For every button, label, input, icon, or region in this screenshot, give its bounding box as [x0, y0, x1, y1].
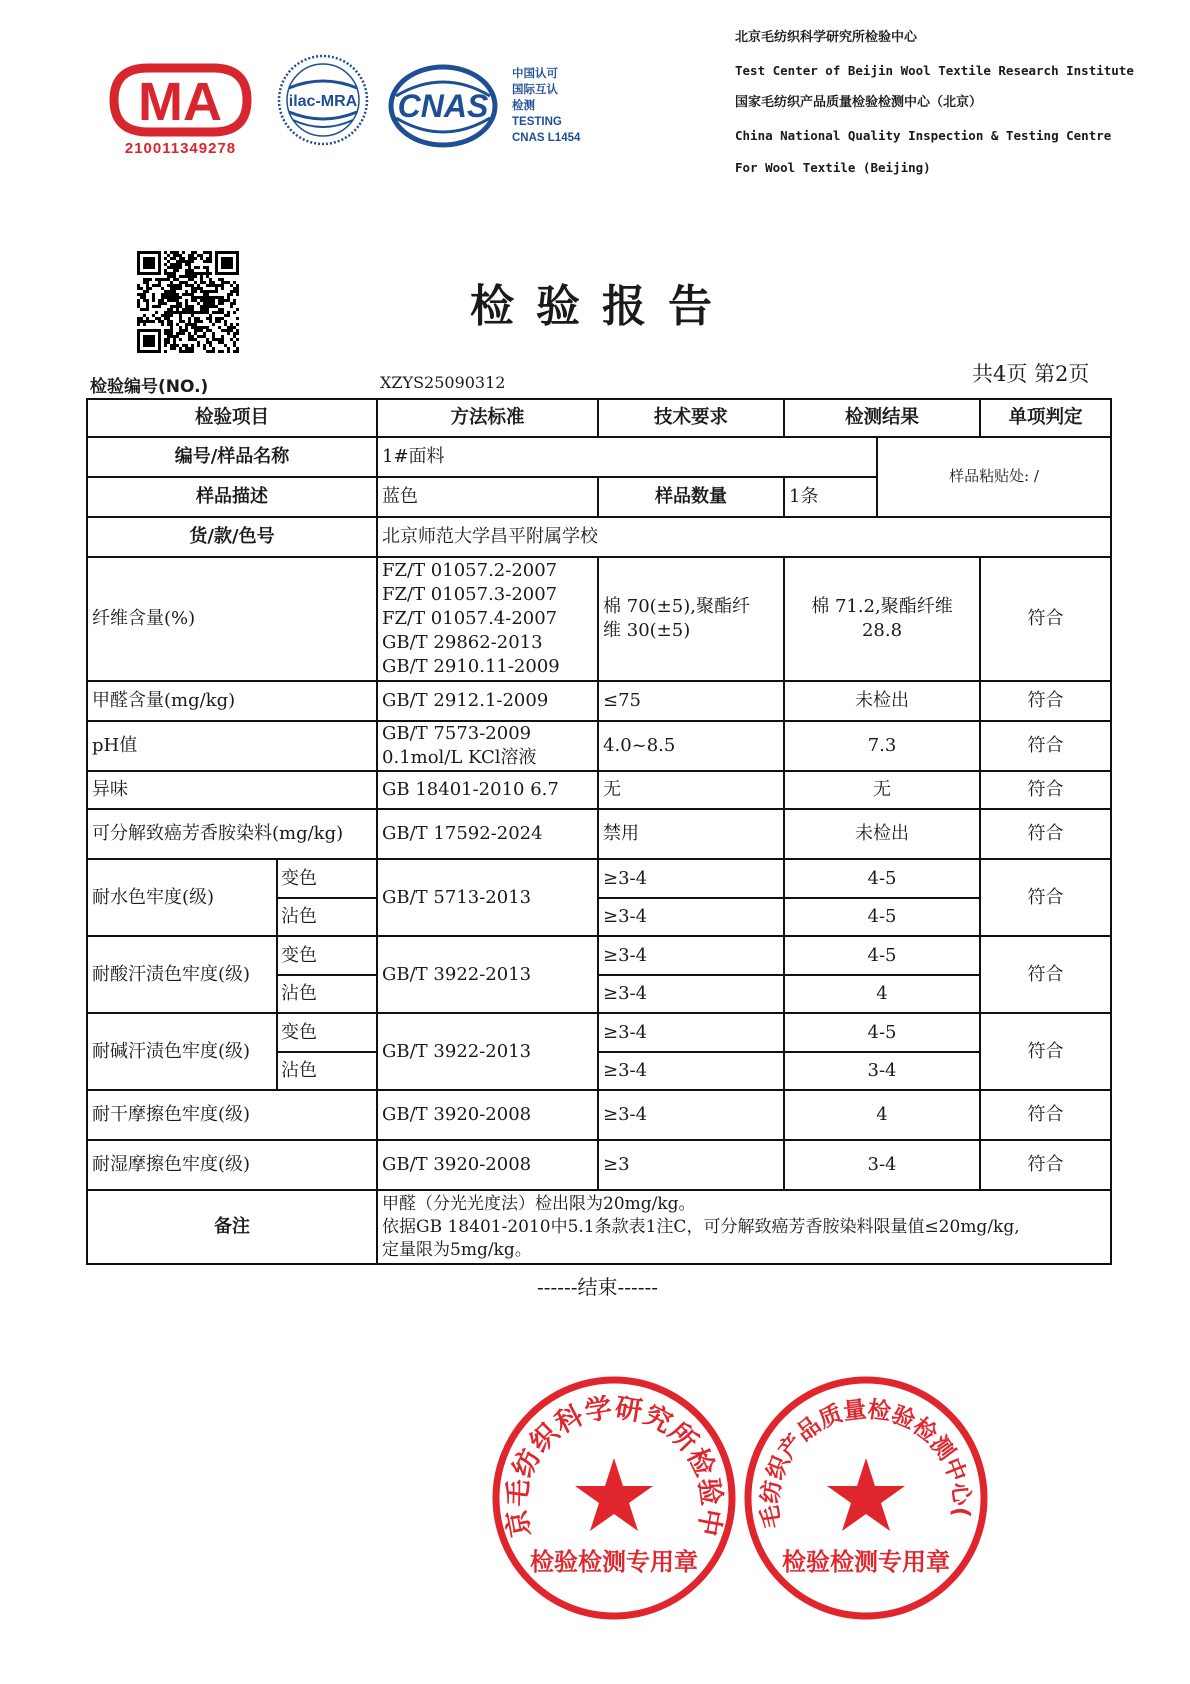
table-row [87, 936, 1111, 975]
cnas-caption [512, 66, 608, 146]
table-row [87, 1090, 1111, 1140]
table-row [87, 771, 1111, 809]
water-sub1: 变色 [277, 859, 377, 898]
table-row [87, 681, 1111, 721]
dry-rub-method: GB/T 3920-2008 [377, 1090, 598, 1140]
remark-line: 定量限为5mg/kg。 [382, 1239, 532, 1260]
inspection-seal-1 [490, 1374, 738, 1622]
fiber-method: GB/T 2910.11-2009 [382, 656, 560, 677]
acid-method: GB/T 3922-2013 [377, 936, 598, 1013]
acid-judgement: 符合 [980, 936, 1111, 1013]
end-marker: ------结束------ [536, 1275, 659, 1299]
institute-name-cn: 北京毛纺织科学研究所检验中心 [735, 30, 918, 45]
alkali-req1: ≥3-4 [598, 1013, 784, 1052]
ph-judgement: 符合 [980, 721, 1111, 771]
remark-label: 备注 [87, 1190, 377, 1264]
table-row [87, 721, 1111, 771]
amine-item: 可分解致癌芳香胺染料(mg/kg) [87, 809, 377, 859]
formaldehyde-method: GB/T 2912.1-2009 [377, 681, 598, 721]
ph-item: pH值 [87, 721, 377, 771]
report-number-label: 检验编号(NO.) [90, 377, 209, 397]
alkali-sub2: 沾色 [277, 1052, 377, 1090]
wet-rub-method: GB/T 3920-2008 [377, 1140, 598, 1190]
water-req2: ≥3-4 [598, 898, 784, 936]
fiber-requirement-line: 棉 70(±5),聚酯纤 [603, 596, 750, 617]
fiber-result-line: 28.8 [861, 620, 903, 641]
water-sub2: 沾色 [277, 898, 377, 936]
fiber-item: 纤维含量(%) [87, 557, 377, 681]
centre-name-en: China National Quality Inspection & Testing Centre [735, 127, 1112, 143]
water-res2: 4-5 [784, 898, 980, 936]
cma-logo [108, 60, 253, 160]
ph-method-line: GB/T 7573-2009 [382, 723, 532, 744]
acid-req1: ≥3-4 [598, 936, 784, 975]
alkali-item: 耐碱汗渍色牢度(级) [87, 1013, 277, 1090]
odor-result: 无 [784, 771, 980, 809]
star-icon [827, 1458, 905, 1531]
sample-qty-label: 样品数量 [598, 477, 784, 517]
ph-method [377, 721, 598, 771]
table-row [87, 809, 1111, 859]
fiber-requirement-line: 维 30(±5) [603, 620, 691, 641]
table-row [87, 557, 1111, 681]
acid-item: 耐酸汗渍色牢度(级) [87, 936, 277, 1013]
dry-rub-item: 耐干摩擦色牢度(级) [87, 1090, 377, 1140]
sample-desc-label: 样品描述 [87, 477, 377, 517]
amine-judgement: 符合 [980, 809, 1111, 859]
header-result: 检测结果 [784, 399, 980, 437]
header-judgement: 单项判定 [980, 399, 1111, 437]
formaldehyde-item: 甲醛含量(mg/kg) [87, 681, 377, 721]
centre-name-en-2: For Wool Textile (Beijing) [735, 160, 931, 175]
fiber-requirement [598, 557, 784, 681]
centre-name-cn: 国家毛纺织产品质量检验检测中心（北京） [735, 95, 983, 110]
header-requirement: 技术要求 [598, 399, 784, 437]
sample-qty-value: 1条 [784, 477, 877, 517]
alkali-sub1: 变色 [277, 1013, 377, 1052]
odor-requirement: 无 [598, 771, 784, 809]
goods-value: 北京师范大学昌平附属学校 [377, 517, 1111, 557]
water-judgement: 符合 [980, 859, 1111, 936]
water-item: 耐水色牢度(级) [87, 859, 277, 936]
table-row [87, 517, 1111, 557]
odor-method: GB 18401-2010 6.7 [377, 771, 598, 809]
acid-sub1: 变色 [277, 936, 377, 975]
seal1-ring-text: 京毛纺织科学研究所检验中 [501, 1392, 727, 1540]
goods-label: 货/款/色号 [87, 517, 377, 557]
inspection-table [86, 398, 1112, 1265]
seal1-bottom-text: 检验检测专用章 [530, 1548, 698, 1576]
wet-rub-item: 耐湿摩擦色牢度(级) [87, 1140, 377, 1190]
fiber-judgement: 符合 [980, 557, 1111, 681]
report-number: XZYS25090312 [380, 373, 506, 392]
formaldehyde-judgement: 符合 [980, 681, 1111, 721]
cnas-caption-line: CNAS L1454 [512, 132, 581, 144]
inspection-seal-2 [742, 1374, 990, 1622]
amine-requirement: 禁用 [598, 809, 784, 859]
acid-res2: 4 [784, 975, 980, 1013]
acid-req2: ≥3-4 [598, 975, 784, 1013]
seal2-bottom-text: 检验检测专用章 [782, 1548, 950, 1576]
alkali-res2: 3-4 [784, 1052, 980, 1090]
sample-id-value: 1#面料 [377, 437, 877, 477]
ilac-mra-logo [275, 52, 371, 148]
wet-rub-result: 3-4 [784, 1140, 980, 1190]
cma-number: 210011349278 [124, 140, 237, 157]
seal2-ring-text: 毛纺织产品质量检验检测中心( [757, 1396, 975, 1530]
table-row [87, 1190, 1111, 1264]
wet-rub-requirement: ≥3 [598, 1140, 784, 1190]
cnas-caption-line: TESTING [512, 116, 562, 128]
page-info: 共4页 第2页 [972, 362, 1090, 386]
table-row [87, 437, 1111, 477]
cnas-caption-line: 检测 [512, 100, 535, 112]
fiber-method: GB/T 29862-2013 [382, 632, 543, 653]
remark-line: 依据GB 18401-2010中5.1条款表1注C，可分解致癌芳香胺染料限量值≤20mg/kg, [382, 1216, 1020, 1237]
report-title: 检验报告 [470, 281, 734, 332]
table-row [87, 1013, 1111, 1052]
cnas-caption-line: 国际互认 [512, 84, 558, 96]
formaldehyde-result: 未检出 [784, 681, 980, 721]
alkali-req2: ≥3-4 [598, 1052, 784, 1090]
cnas-logo [388, 64, 498, 148]
dry-rub-judgement: 符合 [980, 1090, 1111, 1140]
alkali-method: GB/T 3922-2013 [377, 1013, 598, 1090]
institute-header [735, 28, 1165, 191]
formaldehyde-requirement: ≤75 [598, 681, 784, 721]
fiber-method: FZ/T 01057.3-2007 [382, 584, 558, 605]
acid-res1: 4-5 [784, 936, 980, 975]
remark-text [377, 1190, 1111, 1264]
fiber-methods [377, 557, 598, 681]
sample-id-label: 编号/样品名称 [87, 437, 377, 477]
amine-method: GB/T 17592-2024 [377, 809, 598, 859]
table-row [87, 1140, 1111, 1190]
table-header-row [87, 399, 1111, 437]
table-row [87, 859, 1111, 898]
header-method: 方法标准 [377, 399, 598, 437]
water-req1: ≥3-4 [598, 859, 784, 898]
water-res1: 4-5 [784, 859, 980, 898]
alkali-judgement: 符合 [980, 1013, 1111, 1090]
fiber-method: FZ/T 01057.2-2007 [382, 560, 558, 581]
fiber-result-line: 棉 71.2,聚酯纤维 [811, 596, 953, 617]
remark-line: 甲醛（分光光度法）检出限为20mg/kg。 [382, 1193, 696, 1214]
wet-rub-judgement: 符合 [980, 1140, 1111, 1190]
acid-sub2: 沾色 [277, 975, 377, 1013]
cma-text: MA [138, 72, 222, 132]
sample-desc-value: 蓝色 [377, 477, 598, 517]
qr-code [137, 251, 239, 353]
water-method: GB/T 5713-2013 [377, 859, 598, 936]
header-item: 检验项目 [87, 399, 377, 437]
fiber-result [784, 557, 980, 681]
fiber-method: FZ/T 01057.4-2007 [382, 608, 558, 629]
alkali-res1: 4-5 [784, 1013, 980, 1052]
odor-judgement: 符合 [980, 771, 1111, 809]
odor-item: 异味 [87, 771, 377, 809]
ilac-text: ilac-MRA [288, 93, 358, 110]
dry-rub-result: 4 [784, 1090, 980, 1140]
ph-requirement: 4.0~8.5 [598, 721, 784, 771]
cnas-text: CNAS [397, 88, 489, 124]
ph-method-line: 0.1mol/L KCl溶液 [382, 747, 537, 768]
cnas-caption-line: 中国认可 [512, 68, 558, 80]
sample-note: 样品粘贴处: / [877, 437, 1111, 517]
institute-name-en: Test Center of Beijin Wool Textile Research Institute [735, 62, 1134, 78]
ph-result: 7.3 [784, 721, 980, 771]
dry-rub-requirement: ≥3-4 [598, 1090, 784, 1140]
star-icon [575, 1458, 653, 1531]
amine-result: 未检出 [784, 809, 980, 859]
